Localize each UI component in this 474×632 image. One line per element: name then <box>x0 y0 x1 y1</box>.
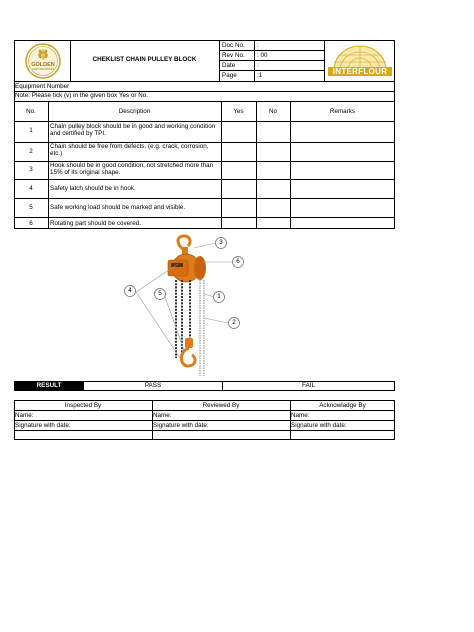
doc-no-value: : <box>257 42 259 49</box>
page-value: :1 <box>257 72 263 79</box>
result-label: RESULT <box>36 382 62 389</box>
row-line-header <box>14 121 395 122</box>
item-5-description: Safe working load should be marked and visible. <box>50 204 186 211</box>
rev-no-label: Rev No. <box>222 52 245 59</box>
acknowledge-by-header: Acknowladge By <box>319 402 366 409</box>
item-5-number: 5 <box>29 204 33 211</box>
row-line-3 <box>14 179 395 180</box>
inspected-by-signature-field[interactable]: Signature with date: <box>15 422 71 429</box>
callout-1: 1 <box>217 293 221 300</box>
col-header-remarks: Remarks <box>329 108 356 115</box>
signoff-row-3 <box>14 430 395 431</box>
item-4-number: 4 <box>29 185 33 192</box>
header-row-line-2 <box>219 60 324 61</box>
header-divider-docvalue <box>254 40 255 82</box>
callout-6: 6 <box>236 258 240 265</box>
result-pass[interactable]: PASS <box>144 382 162 389</box>
row-line-4 <box>14 198 395 199</box>
company-logo <box>24 42 62 80</box>
reviewed-by-signature-field[interactable]: Signature with date: <box>153 422 209 429</box>
date-value: : <box>257 62 259 69</box>
header-row-line-1 <box>219 50 324 51</box>
partner-logo-text: INTERFLOUR <box>328 67 392 76</box>
page-label: Page <box>222 72 237 79</box>
date-label: Date <box>222 62 236 69</box>
acknowledge-by-signature-field[interactable]: Signature with date: <box>291 422 347 429</box>
result-fail[interactable]: FAIL <box>302 382 315 389</box>
item-4-description: Safety latch should be in hook. <box>50 185 136 192</box>
company-logo-text: GOLDEN <box>31 62 55 68</box>
item-2-number: 2 <box>29 148 33 155</box>
callout-4: 4 <box>128 287 132 294</box>
item-6-description: Rotating part should be covered. <box>50 220 142 227</box>
document-title: CHEKLIST CHAIN PULLEY BLOCK <box>92 56 197 63</box>
item-1-description: Chain pulley block should be in good and working condition and certified by TPI. <box>50 123 216 138</box>
acknowledge-by-name-field[interactable]: Name: <box>291 412 310 419</box>
signoff-row-1 <box>14 410 395 411</box>
col-header-no: No. <box>26 108 36 115</box>
callout-2: 2 <box>232 319 236 326</box>
item-3-number: 3 <box>29 166 33 173</box>
equipment-number-label: Equipment Number <box>15 83 70 90</box>
rev-no-value: : 00 <box>257 52 268 59</box>
company-logo-subtext: AGRO INDUSTRIES <box>31 68 55 71</box>
item-1-number: 1 <box>29 127 33 134</box>
reviewed-by-name-field[interactable]: Name: <box>153 412 172 419</box>
item-2-description: Chain should be free from defects. (e.g. crack, corrosion, etc.) <box>50 143 209 158</box>
reviewed-by-header: Reviewed By <box>202 402 240 409</box>
inspected-by-header: Inspected By <box>64 402 102 409</box>
header-divider-title <box>219 40 220 82</box>
col-header-description: Description <box>118 108 151 115</box>
doc-no-label: Doc No. <box>222 42 245 49</box>
row-line-5 <box>14 217 395 218</box>
signoff-row-2 <box>14 420 395 421</box>
callout-3: 3 <box>219 239 223 246</box>
item-3-description: Hook should be in good condition, not stretched more than 15% of its original shape. <box>50 162 214 177</box>
inspected-by-name-field[interactable]: Name: <box>15 412 34 419</box>
header-divider-partner <box>324 40 325 82</box>
callout-5: 5 <box>158 290 162 297</box>
col-header-yes: Yes <box>233 108 244 115</box>
col-header-no-answer: No <box>268 108 278 115</box>
instruction-note: Note: Please tick (v) in the given box Yes or No. <box>15 92 149 99</box>
item-6-number: 6 <box>29 220 33 227</box>
partner-logo <box>328 42 392 80</box>
chain-pulley-diagram <box>118 234 258 380</box>
header-row-line-3 <box>219 70 324 71</box>
